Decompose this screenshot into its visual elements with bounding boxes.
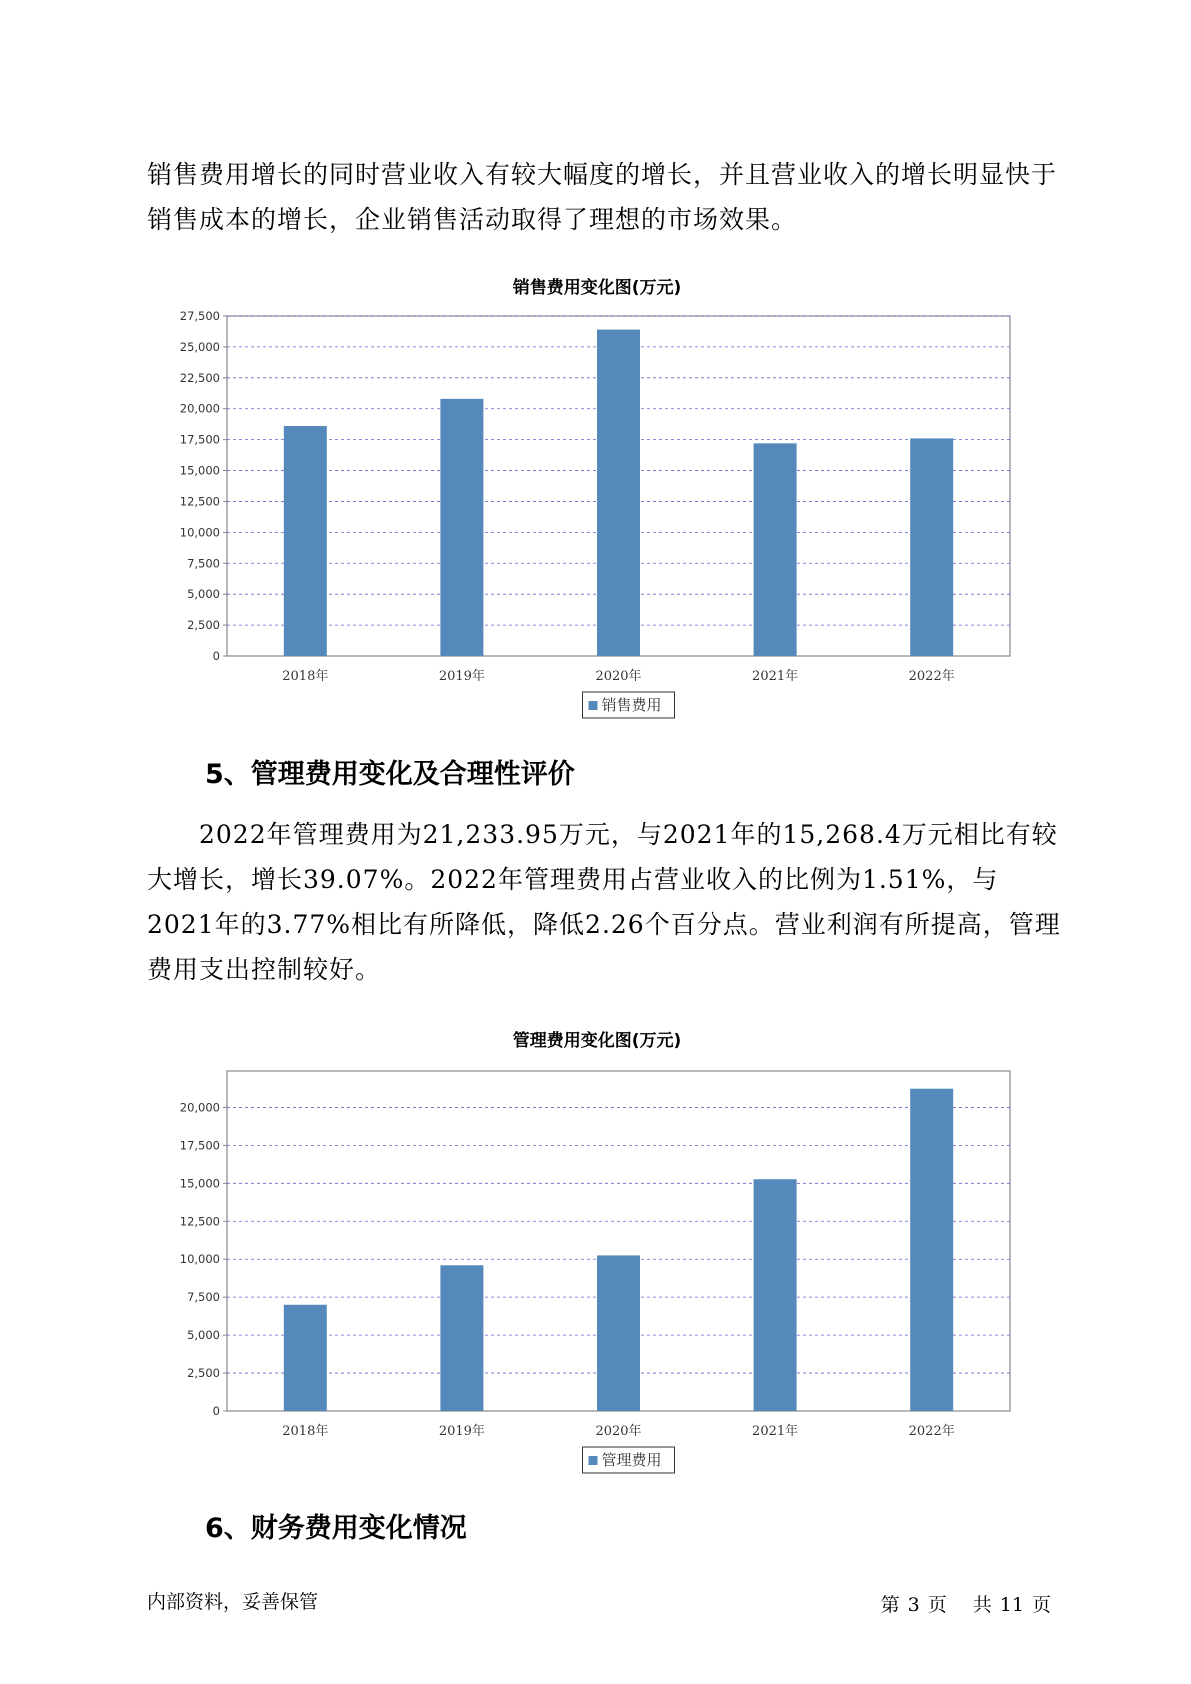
bar xyxy=(284,1305,327,1411)
admin-expense-chart-title: 管理费用变化图(万元) xyxy=(512,1031,682,1051)
section-heading-6: 6、财务费用变化情况 xyxy=(205,1513,467,1544)
y-tick-label: 2,500 xyxy=(187,1366,220,1381)
y-tick-label: 20,000 xyxy=(179,401,220,416)
x-category-label: 2021年 xyxy=(752,669,799,684)
bar xyxy=(910,438,953,656)
y-tick-label: 12,500 xyxy=(179,494,220,509)
y-tick-label: 5,000 xyxy=(187,1328,220,1343)
y-tick-label: 17,500 xyxy=(179,432,220,447)
bar xyxy=(440,1265,483,1411)
legend-swatch xyxy=(589,1456,598,1465)
y-tick-label: 27,500 xyxy=(179,309,220,323)
x-category-label: 2018年 xyxy=(282,669,329,684)
y-tick-label: 15,000 xyxy=(179,463,220,478)
y-tick-label: 0 xyxy=(212,649,220,663)
y-tick-label: 5,000 xyxy=(187,587,220,602)
bar xyxy=(597,1255,640,1411)
x-category-label: 2022年 xyxy=(908,669,955,684)
y-tick-label: 2,500 xyxy=(187,618,220,633)
y-tick-label: 7,500 xyxy=(187,1290,220,1305)
y-tick-label: 0 xyxy=(212,1404,220,1418)
page-prefix: 第 xyxy=(880,1594,900,1616)
legend-swatch xyxy=(589,701,598,710)
bar xyxy=(754,1179,797,1411)
footer-confidential-note: 内部资料，妥善保管 xyxy=(147,1591,319,1613)
admin-expense-paragraph: 2022年管理费用为21,233.95万元，与2021年的15,268.4万元相比有较大增长，增长39.07%。2022年管理费用占营业收入的比例为1.51%，与2021年的3.77%相比有所降低，降低2.26个百分点。营业利润有所提高，管理费用支出控制较好。 xyxy=(147,820,1061,984)
footer-page-info xyxy=(873,1590,1051,1617)
y-tick-label: 12,500 xyxy=(179,1214,220,1229)
y-tick-label: 10,000 xyxy=(179,1252,220,1267)
sales-expense-chart-title: 销售费用变化图(万元) xyxy=(512,278,682,298)
bar xyxy=(754,443,797,656)
y-tick-label: 7,500 xyxy=(187,556,220,571)
chart-legend xyxy=(583,1447,675,1473)
y-tick-label: 10,000 xyxy=(179,525,220,540)
y-tick-label: 22,500 xyxy=(179,370,220,385)
legend-label: 销售费用 xyxy=(601,696,662,714)
y-tick-label: 15,000 xyxy=(179,1176,220,1191)
y-tick-label: 20,000 xyxy=(179,1100,220,1115)
intro-paragraph: 销售费用增长的同时营业收入有较大幅度的增长，并且营业收入的增长明显快于销售成本的增长，企业销售活动取得了理想的市场效果。 xyxy=(147,160,1058,234)
x-category-label: 2021年 xyxy=(752,1424,799,1439)
x-category-label: 2020年 xyxy=(595,1424,642,1439)
bar xyxy=(284,426,327,656)
sales-expense-chart xyxy=(140,300,1020,720)
total-prefix: 共 xyxy=(972,1594,992,1616)
x-category-label: 2019年 xyxy=(438,669,485,684)
page-number: 3 xyxy=(907,1594,920,1616)
total-suffix: 页 xyxy=(1031,1594,1051,1616)
y-tick-label: 17,500 xyxy=(179,1138,220,1153)
chart-legend xyxy=(583,692,675,718)
x-category-label: 2020年 xyxy=(595,669,642,684)
x-category-label: 2019年 xyxy=(438,1424,485,1439)
bar xyxy=(440,399,483,656)
section-heading-5: 5、管理费用变化及合理性评价 xyxy=(205,759,575,790)
total-pages: 11 xyxy=(999,1594,1024,1616)
admin-expense-chart xyxy=(140,1055,1020,1475)
x-category-label: 2022年 xyxy=(908,1424,955,1439)
bar xyxy=(597,330,640,656)
y-tick-label: 25,000 xyxy=(179,339,220,354)
page-suffix: 页 xyxy=(927,1594,947,1616)
legend-label: 管理费用 xyxy=(601,1451,662,1469)
bar xyxy=(910,1089,953,1411)
x-category-label: 2018年 xyxy=(282,1424,329,1439)
